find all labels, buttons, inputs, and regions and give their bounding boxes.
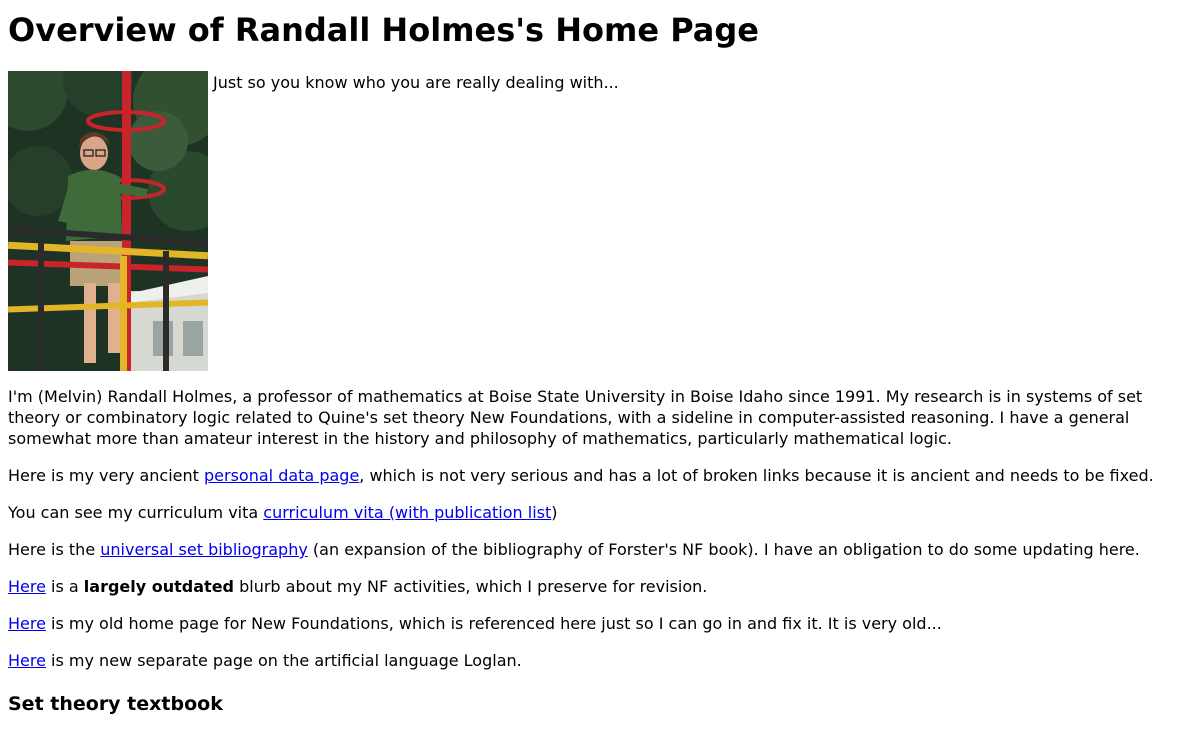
nf-home-paragraph: [8, 613, 1180, 634]
photo-caption: Just so you know who you are really dealing with...: [213, 73, 619, 92]
blurb-middle-text: is a: [45, 577, 84, 596]
loglan-paragraph: [8, 650, 1180, 671]
intro-paragraph: I'm (Melvin) Randall Holmes, a professor of mathematics at Boise State University in Boise Idaho since 1991. My research is in systems of set theory or combinatory logic related to Quine's set theory New Foundations, with a sideline in computer-assisted reasoning. I have a general somewhat more than amateur interest in the history and philosophy of mathematics, particularly mathematical logic.: [8, 387, 1143, 448]
nf-blurb-link[interactable]: Here: [8, 577, 46, 596]
page-title: Overview of Randall Holmes's Home Page: [8, 11, 759, 49]
personal-before-text: Here is my very ancient: [8, 466, 205, 485]
bibliography-after-text: (an expansion of the bibliography of Forster's NF book). I have an obligation to do some updating here.: [307, 540, 1140, 559]
blurb-after-text: blurb about my NF activities, which I preserve for revision.: [234, 577, 708, 596]
universal-set-bibliography-link[interactable]: universal set bibliography: [100, 540, 308, 559]
vita-before-text: You can see my curriculum vita: [8, 503, 264, 522]
vita-after-text: ): [551, 503, 558, 522]
loglan-after-text: is my new separate page on the artificial language Loglan.: [45, 651, 522, 670]
bibliography-before-text: Here is the: [8, 540, 101, 559]
blurb-bold-text: largely outdated: [83, 577, 234, 596]
section-heading-set-theory-textbook: Set theory textbook: [8, 693, 223, 715]
vita-paragraph: [8, 502, 1180, 523]
photo-row: [8, 71, 1188, 371]
blurb-paragraph: [8, 576, 1180, 597]
photo-of-boy-on-playground-icon: [8, 71, 208, 371]
nf-home-page-link[interactable]: Here: [8, 614, 46, 633]
bibliography-paragraph: [8, 539, 1180, 560]
personal-data-paragraph: [8, 465, 1180, 486]
personal-after-text: , which is not very serious and has a lot of broken links because it is ancient and needs to be fixed.: [359, 466, 1154, 485]
nf-home-after-text: is my old home page for New Foundations, which is referenced here just so I can go in and fix it. It is very old...: [45, 614, 942, 633]
loglan-page-link[interactable]: Here: [8, 651, 46, 670]
personal-data-link[interactable]: personal data page: [204, 466, 360, 485]
curriculum-vita-link[interactable]: curriculum vita (with publication list: [263, 503, 552, 522]
